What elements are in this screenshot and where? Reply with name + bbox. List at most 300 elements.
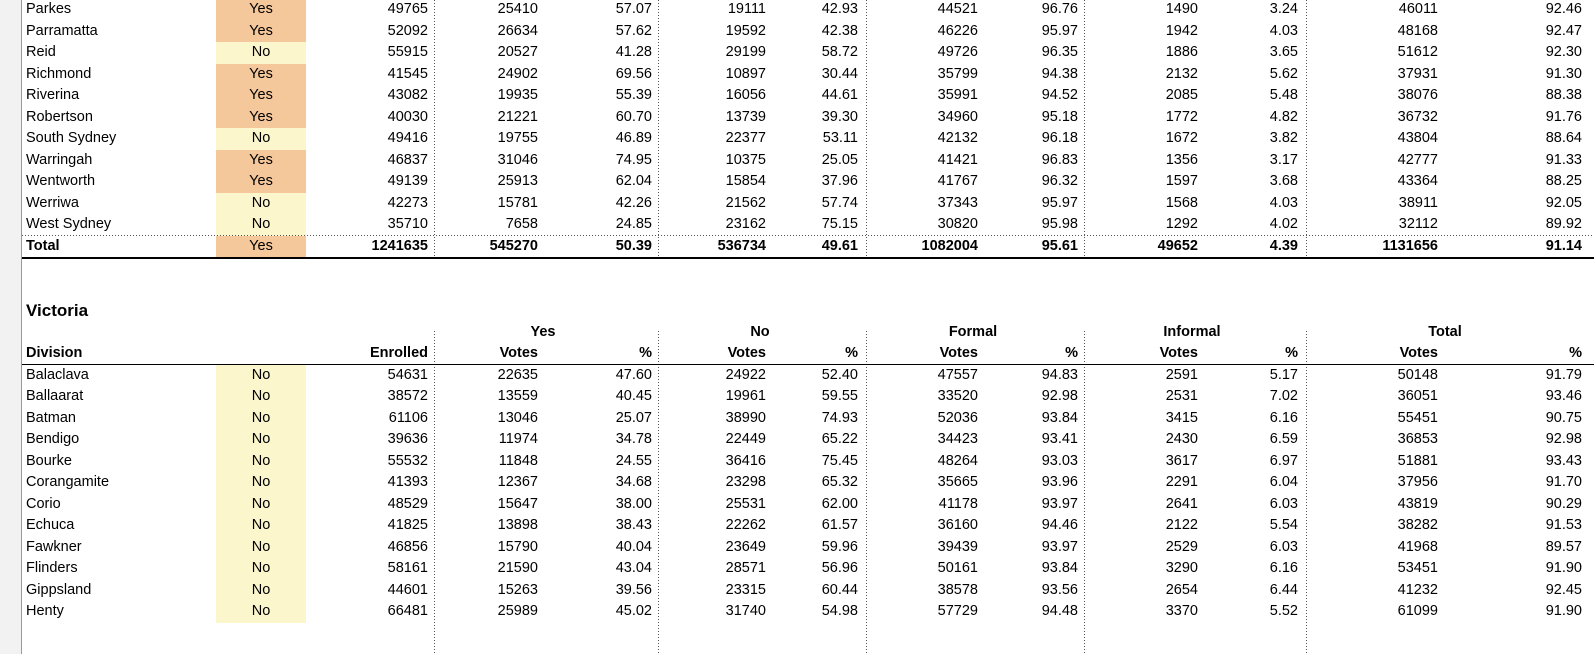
- cell-yes_pct[interactable]: 40.45: [615, 388, 652, 404]
- cell-informal_votes[interactable]: 2430: [1165, 431, 1198, 447]
- cell-no_votes[interactable]: 36416: [725, 452, 766, 469]
- cell-formal_votes[interactable]: 48264: [937, 452, 978, 469]
- cell-total_votes[interactable]: 37956: [1397, 474, 1438, 490]
- cell-division[interactable]: Fawkner: [26, 538, 82, 555]
- cell-no_votes[interactable]: 10375: [725, 151, 766, 168]
- cell-total_votes[interactable]: 41968: [1397, 538, 1438, 555]
- cell-yes_pct[interactable]: 41.28: [615, 44, 652, 60]
- cell-total_pct[interactable]: 92.45: [1545, 581, 1582, 598]
- cell-result[interactable]: No: [216, 515, 306, 537]
- cell-division[interactable]: Parkes: [26, 1, 72, 17]
- cell-informal_votes[interactable]: 1942: [1165, 22, 1198, 39]
- cell-yes_votes[interactable]: 21221: [497, 108, 538, 125]
- cell-no_votes[interactable]: 23315: [725, 581, 766, 598]
- cell-informal_votes[interactable]: 2531: [1165, 388, 1198, 404]
- cell-total_pct[interactable]: 89.57: [1545, 538, 1582, 555]
- cell-no_votes[interactable]: 24922: [725, 366, 766, 383]
- cell-yes_pct[interactable]: 50.39: [615, 237, 652, 254]
- cell-informal_votes[interactable]: 2641: [1165, 495, 1198, 512]
- cell-total_pct[interactable]: 89.92: [1545, 216, 1582, 232]
- cell-total_pct[interactable]: 91.79: [1545, 366, 1582, 383]
- cell-formal_pct[interactable]: 93.84: [1041, 409, 1078, 426]
- cell-yes_votes[interactable]: 19935: [497, 87, 538, 103]
- cell-total_pct[interactable]: 92.98: [1545, 431, 1582, 447]
- cell-no_pct[interactable]: 25.05: [821, 151, 858, 168]
- cell-total_pct[interactable]: 91.53: [1545, 517, 1582, 533]
- cell-division[interactable]: Henty: [26, 603, 64, 619]
- cell-enrolled[interactable]: 52092: [387, 22, 428, 39]
- cell-yes_votes[interactable]: 19755: [497, 130, 538, 146]
- cell-no_votes[interactable]: 10897: [725, 65, 766, 82]
- cell-no_pct[interactable]: 75.15: [821, 216, 858, 232]
- cell-total_pct[interactable]: 92.05: [1545, 194, 1582, 211]
- cell-total_pct[interactable]: 91.90: [1545, 560, 1582, 576]
- cell-yes_votes[interactable]: 7658: [505, 216, 538, 232]
- cell-total_votes[interactable]: 36051: [1397, 388, 1438, 404]
- cell-total_pct[interactable]: 91.33: [1545, 151, 1582, 168]
- cell-formal_pct[interactable]: 96.18: [1041, 130, 1078, 146]
- cell-informal_votes[interactable]: 1597: [1165, 173, 1198, 189]
- cell-informal_pct[interactable]: 5.52: [1269, 603, 1298, 619]
- cell-formal_pct[interactable]: 93.84: [1041, 560, 1078, 576]
- cell-result[interactable]: Yes: [216, 85, 306, 107]
- cell-yes_pct[interactable]: 55.39: [615, 87, 652, 103]
- cell-result[interactable]: Yes: [216, 236, 306, 258]
- cell-informal_votes[interactable]: 3370: [1165, 603, 1198, 619]
- cell-enrolled[interactable]: 49416: [387, 130, 428, 146]
- cell-formal_pct[interactable]: 94.46: [1041, 517, 1078, 533]
- cell-informal_pct[interactable]: 5.48: [1269, 87, 1298, 103]
- cell-enrolled[interactable]: 41393: [387, 474, 428, 490]
- cell-total_votes[interactable]: 48168: [1397, 22, 1438, 39]
- cell-total_votes[interactable]: 53451: [1397, 560, 1438, 576]
- cell-no_votes[interactable]: 19592: [725, 22, 766, 39]
- cell-informal_pct[interactable]: 4.39: [1269, 237, 1298, 254]
- cell-result[interactable]: No: [216, 601, 306, 623]
- cell-informal_votes[interactable]: 3415: [1165, 409, 1198, 426]
- cell-result[interactable]: No: [216, 429, 306, 451]
- cell-division[interactable]: Flinders: [26, 560, 78, 576]
- cell-formal_votes[interactable]: 36160: [937, 517, 978, 533]
- cell-formal_votes[interactable]: 34423: [937, 431, 978, 447]
- cell-result[interactable]: No: [216, 128, 306, 150]
- cell-no_pct[interactable]: 39.30: [821, 108, 858, 125]
- cell-result[interactable]: Yes: [216, 0, 306, 21]
- cell-formal_votes[interactable]: 34960: [937, 108, 978, 125]
- cell-division[interactable]: Parramatta: [26, 22, 98, 39]
- cell-no_pct[interactable]: 30.44: [821, 65, 858, 82]
- cell-division[interactable]: Corio: [26, 495, 61, 512]
- cell-yes_votes[interactable]: 13559: [497, 388, 538, 404]
- cell-total_votes[interactable]: 43364: [1397, 173, 1438, 189]
- cell-no_votes[interactable]: 19961: [725, 388, 766, 404]
- cell-formal_votes[interactable]: 35991: [937, 87, 978, 103]
- cell-no_votes[interactable]: 29199: [725, 44, 766, 60]
- cell-yes_pct[interactable]: 38.00: [615, 495, 652, 512]
- cell-enrolled[interactable]: 55915: [387, 44, 428, 60]
- cell-no_pct[interactable]: 75.45: [821, 452, 858, 469]
- cell-informal_votes[interactable]: 1490: [1165, 1, 1198, 17]
- cell-result[interactable]: No: [216, 365, 306, 387]
- cell-informal_pct[interactable]: 3.65: [1269, 44, 1298, 60]
- cell-yes_votes[interactable]: 13898: [497, 517, 538, 533]
- cell-formal_pct[interactable]: 92.98: [1041, 388, 1078, 404]
- cell-no_pct[interactable]: 58.72: [821, 44, 858, 60]
- cell-yes_pct[interactable]: 60.70: [615, 108, 652, 125]
- cell-formal_pct[interactable]: 93.97: [1041, 538, 1078, 555]
- cell-no_pct[interactable]: 54.98: [821, 603, 858, 619]
- cell-total_pct[interactable]: 90.29: [1545, 495, 1582, 512]
- cell-no_votes[interactable]: 22449: [725, 431, 766, 447]
- cell-no_pct[interactable]: 65.32: [821, 474, 858, 490]
- cell-result[interactable]: No: [216, 193, 306, 215]
- cell-enrolled[interactable]: 66481: [387, 603, 428, 619]
- cell-formal_votes[interactable]: 39439: [937, 538, 978, 555]
- cell-division[interactable]: Bendigo: [26, 431, 80, 447]
- cell-result[interactable]: No: [216, 42, 306, 64]
- cell-total_pct[interactable]: 91.30: [1545, 65, 1582, 82]
- cell-yes_pct[interactable]: 34.78: [615, 431, 652, 447]
- cell-formal_votes[interactable]: 38578: [937, 581, 978, 598]
- cell-no_pct[interactable]: 61.57: [821, 517, 858, 533]
- cell-no_pct[interactable]: 44.61: [821, 87, 858, 103]
- cell-formal_pct[interactable]: 96.76: [1041, 1, 1078, 17]
- cell-informal_pct[interactable]: 3.68: [1269, 173, 1298, 189]
- cell-no_pct[interactable]: 74.93: [821, 409, 858, 426]
- cell-total_votes[interactable]: 37931: [1397, 65, 1438, 82]
- cell-division[interactable]: Bourke: [26, 452, 72, 469]
- cell-division[interactable]: Richmond: [26, 65, 92, 82]
- cell-division[interactable]: Werriwa: [26, 194, 79, 211]
- cell-formal_votes[interactable]: 41178: [938, 495, 978, 512]
- cell-yes_votes[interactable]: 20527: [497, 44, 538, 60]
- cell-total_votes[interactable]: 50148: [1397, 366, 1438, 383]
- cell-no_pct[interactable]: 59.55: [821, 388, 858, 404]
- cell-yes_votes[interactable]: 25989: [497, 603, 538, 619]
- cell-enrolled[interactable]: 46837: [387, 151, 428, 168]
- cell-informal_pct[interactable]: 4.02: [1269, 216, 1298, 232]
- cell-enrolled[interactable]: 46856: [387, 538, 428, 555]
- cell-total_votes[interactable]: 38911: [1398, 194, 1438, 211]
- cell-total_pct[interactable]: 88.38: [1545, 87, 1582, 103]
- cell-total_votes[interactable]: 32112: [1398, 216, 1438, 232]
- cell-division[interactable]: Corangamite: [26, 474, 110, 490]
- cell-informal_pct[interactable]: 5.62: [1269, 65, 1298, 82]
- cell-no_votes[interactable]: 22377: [725, 130, 766, 146]
- cell-division[interactable]: Reid: [26, 44, 56, 60]
- cell-informal_votes[interactable]: 2132: [1165, 65, 1198, 82]
- cell-no_votes[interactable]: 13739: [725, 108, 766, 125]
- cell-informal_votes[interactable]: 2529: [1165, 538, 1198, 555]
- cell-division[interactable]: Batman: [26, 409, 76, 426]
- cell-division[interactable]: West Sydney: [26, 216, 112, 232]
- cell-result[interactable]: No: [216, 537, 306, 559]
- cell-yes_pct[interactable]: 24.85: [615, 216, 652, 232]
- cell-result[interactable]: No: [216, 451, 306, 473]
- cell-result[interactable]: Yes: [216, 64, 306, 86]
- cell-yes_votes[interactable]: 15263: [497, 581, 538, 598]
- cell-no_pct[interactable]: 59.96: [821, 538, 858, 555]
- cell-informal_pct[interactable]: 4.82: [1269, 108, 1298, 125]
- cell-result[interactable]: Yes: [216, 107, 306, 129]
- cell-enrolled[interactable]: 49765: [387, 1, 428, 17]
- cell-enrolled[interactable]: 54631: [387, 366, 428, 383]
- cell-no_votes[interactable]: 19111: [727, 1, 766, 17]
- cell-no_pct[interactable]: 42.93: [821, 1, 858, 17]
- cell-informal_pct[interactable]: 7.02: [1269, 388, 1298, 404]
- cell-division[interactable]: Ballaarat: [26, 388, 84, 404]
- cell-no_votes[interactable]: 15854: [725, 173, 766, 189]
- cell-yes_votes[interactable]: 26634: [497, 22, 538, 39]
- cell-yes_votes[interactable]: 13046: [497, 409, 538, 426]
- cell-formal_pct[interactable]: 95.97: [1041, 194, 1078, 211]
- cell-informal_votes[interactable]: 2291: [1165, 474, 1198, 490]
- cell-yes_votes[interactable]: 11974: [498, 431, 538, 447]
- cell-enrolled[interactable]: 44601: [387, 581, 428, 598]
- cell-formal_votes[interactable]: 50161: [937, 560, 978, 576]
- cell-informal_pct[interactable]: 3.24: [1269, 1, 1298, 17]
- cell-informal_pct[interactable]: 4.03: [1269, 22, 1298, 39]
- cell-total_pct[interactable]: 91.90: [1545, 603, 1582, 619]
- cell-formal_pct[interactable]: 93.56: [1041, 581, 1078, 598]
- cell-no_pct[interactable]: 49.61: [821, 237, 858, 254]
- cell-formal_votes[interactable]: 46226: [937, 22, 978, 39]
- cell-formal_pct[interactable]: 93.03: [1041, 452, 1078, 469]
- cell-division[interactable]: Total: [26, 237, 60, 254]
- cell-informal_votes[interactable]: 3290: [1165, 560, 1198, 576]
- cell-yes_pct[interactable]: 40.04: [615, 538, 652, 555]
- cell-informal_pct[interactable]: 5.17: [1269, 366, 1298, 383]
- cell-no_pct[interactable]: 65.22: [821, 431, 858, 447]
- cell-division[interactable]: Warringah: [26, 151, 93, 168]
- cell-total_pct[interactable]: 91.14: [1545, 237, 1582, 254]
- cell-no_pct[interactable]: 60.44: [821, 581, 858, 598]
- cell-informal_pct[interactable]: 6.16: [1269, 409, 1298, 426]
- cell-formal_pct[interactable]: 95.61: [1041, 237, 1078, 254]
- cell-total_pct[interactable]: 93.46: [1545, 388, 1582, 404]
- cell-no_votes[interactable]: 22262: [725, 517, 766, 533]
- cell-division[interactable]: Robertson: [26, 108, 93, 125]
- cell-no_votes[interactable]: 23649: [725, 538, 766, 555]
- cell-enrolled[interactable]: 49139: [387, 173, 428, 189]
- cell-total_votes[interactable]: 43804: [1397, 130, 1438, 146]
- cell-total_pct[interactable]: 92.46: [1545, 1, 1582, 17]
- cell-formal_votes[interactable]: 47557: [937, 366, 978, 383]
- cell-total_votes[interactable]: 42777: [1397, 151, 1438, 168]
- cell-enrolled[interactable]: 43082: [387, 87, 428, 103]
- cell-total_pct[interactable]: 93.43: [1545, 452, 1582, 469]
- cell-yes_pct[interactable]: 24.55: [615, 452, 652, 469]
- cell-formal_votes[interactable]: 35799: [937, 65, 978, 82]
- cell-total_pct[interactable]: 91.70: [1545, 474, 1582, 490]
- cell-yes_pct[interactable]: 38.43: [615, 517, 652, 533]
- cell-informal_votes[interactable]: 2654: [1165, 581, 1198, 598]
- cell-formal_votes[interactable]: 42132: [937, 130, 978, 146]
- cell-division[interactable]: Gippsland: [26, 581, 92, 598]
- cell-no_votes[interactable]: 23298: [725, 474, 766, 490]
- cell-formal_votes[interactable]: 52036: [937, 409, 978, 426]
- cell-formal_pct[interactable]: 95.98: [1041, 216, 1078, 232]
- cell-formal_pct[interactable]: 96.35: [1041, 44, 1078, 60]
- cell-formal_votes[interactable]: 41421: [937, 151, 978, 168]
- cell-no_votes[interactable]: 28571: [725, 560, 766, 576]
- cell-no_pct[interactable]: 62.00: [821, 495, 858, 512]
- cell-result[interactable]: No: [216, 558, 306, 580]
- cell-yes_pct[interactable]: 42.26: [615, 194, 652, 211]
- cell-enrolled[interactable]: 35710: [387, 216, 428, 232]
- cell-total_votes[interactable]: 36853: [1397, 431, 1438, 447]
- cell-enrolled[interactable]: 1241635: [371, 237, 428, 254]
- cell-informal_pct[interactable]: 3.17: [1269, 151, 1298, 168]
- cell-no_votes[interactable]: 31740: [725, 603, 766, 619]
- cell-no_pct[interactable]: 52.40: [821, 366, 858, 383]
- cell-total_pct[interactable]: 92.47: [1545, 22, 1582, 39]
- cell-informal_votes[interactable]: 1772: [1165, 108, 1198, 125]
- cell-yes_votes[interactable]: 545270: [489, 237, 538, 254]
- cell-yes_pct[interactable]: 43.04: [615, 560, 652, 576]
- cell-no_pct[interactable]: 37.96: [821, 173, 858, 189]
- cell-yes_votes[interactable]: 25410: [497, 1, 538, 17]
- cell-informal_votes[interactable]: 3617: [1165, 452, 1198, 469]
- cell-yes_votes[interactable]: 31046: [497, 151, 538, 168]
- cell-total_votes[interactable]: 38076: [1397, 87, 1438, 103]
- cell-total_pct[interactable]: 88.25: [1545, 173, 1582, 189]
- cell-yes_pct[interactable]: 62.04: [615, 173, 652, 189]
- cell-enrolled[interactable]: 61106: [388, 409, 428, 426]
- cell-informal_votes[interactable]: 1886: [1165, 44, 1198, 60]
- cell-formal_pct[interactable]: 94.83: [1041, 366, 1078, 383]
- cell-division[interactable]: South Sydney: [26, 130, 117, 146]
- cell-enrolled[interactable]: 39636: [387, 431, 428, 447]
- cell-formal_pct[interactable]: 96.83: [1041, 151, 1078, 168]
- cell-result[interactable]: No: [216, 494, 306, 516]
- cell-enrolled[interactable]: 48529: [387, 495, 428, 512]
- cell-yes_pct[interactable]: 57.62: [615, 22, 652, 39]
- cell-total_votes[interactable]: 55451: [1397, 409, 1438, 426]
- cell-no_votes[interactable]: 38990: [725, 409, 766, 426]
- cell-result[interactable]: No: [216, 472, 306, 494]
- cell-informal_pct[interactable]: 6.03: [1269, 495, 1298, 512]
- cell-result[interactable]: Yes: [216, 171, 306, 193]
- cell-no_votes[interactable]: 536734: [717, 237, 766, 254]
- cell-enrolled[interactable]: 41545: [387, 65, 428, 82]
- cell-total_votes[interactable]: 43819: [1397, 495, 1438, 512]
- cell-formal_votes[interactable]: 30820: [937, 216, 978, 232]
- cell-no_pct[interactable]: 57.74: [821, 194, 858, 211]
- cell-no_votes[interactable]: 23162: [725, 216, 766, 232]
- cell-no_votes[interactable]: 25531: [725, 495, 766, 512]
- cell-total_votes[interactable]: 1131656: [1382, 237, 1438, 254]
- cell-result[interactable]: Yes: [216, 21, 306, 43]
- cell-total_votes[interactable]: 38282: [1397, 517, 1438, 533]
- cell-enrolled[interactable]: 38572: [387, 388, 428, 404]
- cell-division[interactable]: Wentworth: [26, 173, 96, 189]
- cell-enrolled[interactable]: 55532: [387, 452, 428, 469]
- cell-informal_votes[interactable]: 1292: [1165, 216, 1198, 232]
- cell-informal_votes[interactable]: 2085: [1165, 87, 1198, 103]
- cell-division[interactable]: Riverina: [26, 87, 80, 103]
- cell-formal_pct[interactable]: 95.18: [1041, 108, 1078, 125]
- cell-informal_pct[interactable]: 6.44: [1269, 581, 1298, 598]
- cell-informal_pct[interactable]: 5.54: [1269, 517, 1298, 533]
- cell-formal_pct[interactable]: 93.97: [1041, 495, 1078, 512]
- cell-informal_votes[interactable]: 1568: [1165, 194, 1198, 211]
- cell-no_pct[interactable]: 53.11: [822, 130, 858, 146]
- cell-total_pct[interactable]: 91.76: [1545, 108, 1582, 125]
- cell-enrolled[interactable]: 41825: [387, 517, 428, 533]
- cell-result[interactable]: Yes: [216, 150, 306, 172]
- cell-yes_votes[interactable]: 25913: [497, 173, 538, 189]
- cell-enrolled[interactable]: 40030: [387, 108, 428, 125]
- cell-yes_votes[interactable]: 12367: [497, 474, 538, 490]
- cell-formal_votes[interactable]: 37343: [937, 194, 978, 211]
- cell-total_votes[interactable]: 51612: [1397, 44, 1438, 60]
- cell-informal_pct[interactable]: 6.16: [1269, 560, 1298, 576]
- cell-total_votes[interactable]: 41232: [1397, 581, 1438, 598]
- cell-yes_votes[interactable]: 15781: [497, 194, 538, 211]
- cell-yes_pct[interactable]: 47.60: [615, 366, 652, 383]
- cell-formal_votes[interactable]: 49726: [937, 44, 978, 60]
- cell-no_votes[interactable]: 16056: [725, 87, 766, 103]
- cell-enrolled[interactable]: 58161: [387, 560, 428, 576]
- cell-yes_votes[interactable]: 21590: [497, 560, 538, 576]
- cell-total_votes[interactable]: 36732: [1397, 108, 1438, 125]
- cell-formal_pct[interactable]: 94.52: [1041, 87, 1078, 103]
- cell-division[interactable]: Echuca: [26, 517, 75, 533]
- cell-yes_votes[interactable]: 11848: [498, 452, 538, 469]
- cell-total_votes[interactable]: 61099: [1397, 603, 1438, 619]
- cell-formal_votes[interactable]: 57729: [937, 603, 978, 619]
- cell-total_votes[interactable]: 46011: [1398, 1, 1438, 17]
- cell-yes_pct[interactable]: 45.02: [615, 603, 652, 619]
- cell-formal_votes[interactable]: 41767: [937, 173, 978, 189]
- cell-formal_pct[interactable]: 96.32: [1041, 173, 1078, 189]
- cell-informal_pct[interactable]: 6.59: [1269, 431, 1298, 447]
- cell-result[interactable]: No: [216, 580, 306, 602]
- cell-informal_pct[interactable]: 4.03: [1269, 194, 1298, 211]
- cell-formal_votes[interactable]: 44521: [937, 1, 978, 17]
- cell-yes_pct[interactable]: 57.07: [615, 1, 652, 17]
- cell-formal_votes[interactable]: 35665: [937, 474, 978, 490]
- cell-yes_pct[interactable]: 34.68: [615, 474, 652, 490]
- cell-formal_pct[interactable]: 94.48: [1041, 603, 1078, 619]
- cell-result[interactable]: No: [216, 214, 306, 236]
- cell-informal_pct[interactable]: 6.97: [1269, 452, 1298, 469]
- cell-informal_votes[interactable]: 49652: [1157, 237, 1198, 254]
- cell-result[interactable]: No: [216, 408, 306, 430]
- cell-total_votes[interactable]: 51881: [1397, 452, 1438, 469]
- cell-no_votes[interactable]: 21562: [725, 194, 766, 211]
- cell-enrolled[interactable]: 42273: [387, 194, 428, 211]
- cell-yes_pct[interactable]: 46.89: [615, 130, 652, 146]
- cell-total_pct[interactable]: 92.30: [1545, 44, 1582, 60]
- cell-yes_pct[interactable]: 39.56: [615, 581, 652, 598]
- cell-informal_votes[interactable]: 1672: [1165, 130, 1198, 146]
- cell-yes_votes[interactable]: 22635: [497, 366, 538, 383]
- cell-informal_votes[interactable]: 2591: [1165, 366, 1198, 383]
- cell-no_pct[interactable]: 56.96: [821, 560, 858, 576]
- cell-division[interactable]: Balaclava: [26, 366, 89, 383]
- cell-formal_pct[interactable]: 94.38: [1041, 65, 1078, 82]
- cell-formal_pct[interactable]: 93.41: [1041, 431, 1078, 447]
- cell-formal_pct[interactable]: 93.96: [1041, 474, 1078, 490]
- cell-formal_pct[interactable]: 95.97: [1041, 22, 1078, 39]
- cell-yes_pct[interactable]: 74.95: [615, 151, 652, 168]
- cell-total_pct[interactable]: 88.64: [1545, 130, 1582, 146]
- cell-formal_votes[interactable]: 33520: [937, 388, 978, 404]
- cell-no_pct[interactable]: 42.38: [821, 22, 858, 39]
- cell-yes_votes[interactable]: 15647: [497, 495, 538, 512]
